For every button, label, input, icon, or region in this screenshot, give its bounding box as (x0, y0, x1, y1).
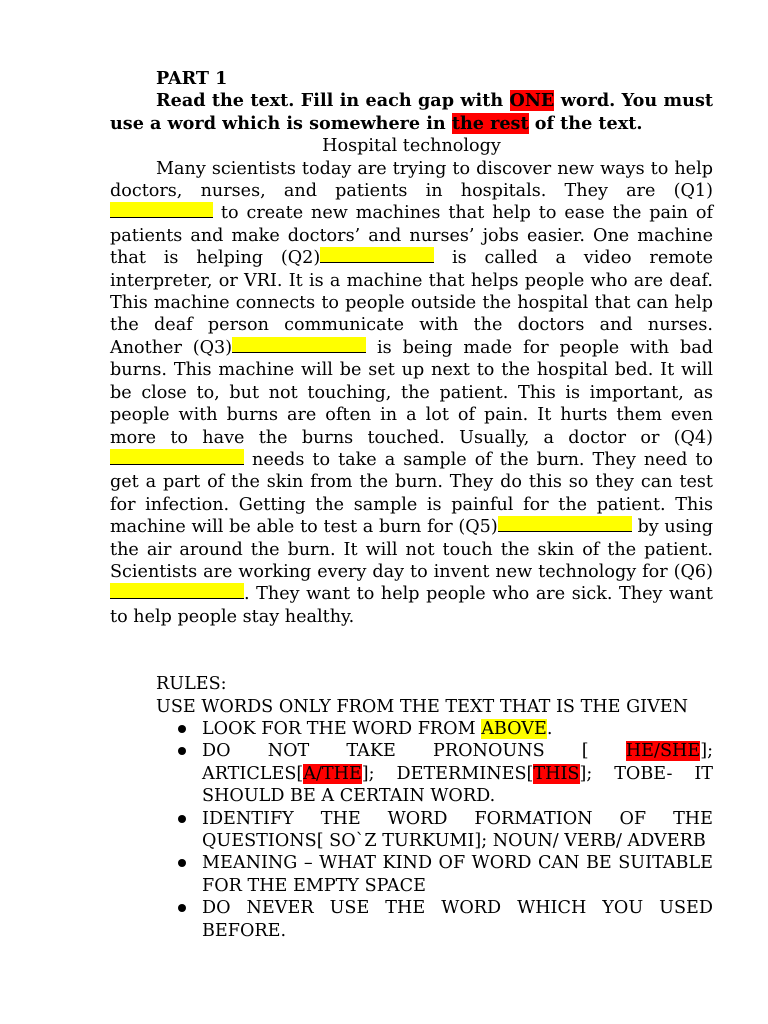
rule-text: ]; ARTICLES[ (202, 741, 713, 784)
answer-blank-q6[interactable] (110, 583, 244, 599)
rule-item-meaning: MEANING – WHAT KIND OF WORD CAN BE SUITABLE FOR THE EMPTY SPACE (156, 852, 713, 897)
question-label-q1: (Q1) (673, 181, 713, 202)
answer-blank-q2[interactable] (320, 247, 434, 263)
answer-blank-q1[interactable] (110, 202, 213, 218)
answer-blank-q5[interactable] (498, 516, 632, 532)
question-label-q6: (Q6) (673, 561, 713, 582)
instruction-text-3: of the text. (528, 112, 643, 134)
rules-intro: USE WORDS ONLY FROM THE TEXT THAT IS THE GIVEN (156, 696, 689, 717)
rules-heading: RULES: (156, 674, 227, 695)
worksheet-page (110, 68, 713, 942)
question-label-q2: (Q2) (280, 248, 321, 269)
rule-text: ]; TOBE- IT SHOULD BE A CERTAIN WORD. (202, 763, 713, 807)
question-label-q5: (Q5) (458, 517, 498, 538)
rule-item-no-repeat: DO NEVER USE THE WORD WHICH YOU USED BEFORE. (156, 897, 713, 942)
part-title: PART 1 (156, 68, 228, 89)
rule-highlight-this: THIS (533, 763, 580, 784)
rule-text: ]; DETERMINES[ (361, 763, 534, 784)
instruction (110, 90, 713, 135)
rule-highlight-above: ABOVE (481, 718, 547, 739)
rule-text: LOOK FOR THE WORD FROM (202, 718, 482, 739)
instruction-text-1: Read the text. Fill in each gap with (156, 90, 510, 112)
passage-segment: is being made for people with bad burns. This machine will be set up next to the hospital bed. It will be close to, but not touching, the patient. This is important, as people with burns are often in a lot of pain. It hurts them even more to have the burns touched. Usually, a doctor or (110, 337, 714, 448)
rule-highlight-a-the: A/THE (303, 763, 362, 784)
passage-segment: needs to take a sample of the burn. They need to get a part of the skin from the burn. They do this so they can test for infection. Getting the sample is painful for the patient. This machine will be able to test a burn for (110, 449, 713, 538)
passage-segment: by using the air around the burn. It will not touch the skin of the patient. Scientists are working every day to invent new technology for (110, 517, 713, 582)
rule-item-word-formation: IDENTIFY THE WORD FORMATION OF THE QUESTIONS[ SO`Z TURKUMI]; NOUN/ VERB/ ADVERB (156, 808, 713, 853)
answer-blank-q3[interactable] (232, 337, 366, 353)
passage (110, 158, 713, 629)
passage-segment: . They want to help people who are sick. They want to help people stay healthy. (110, 584, 713, 627)
rule-highlight-he-she: HE/SHE (625, 741, 701, 762)
instruction-highlight-one: ONE (509, 90, 555, 112)
text-title: Hospital technology (322, 136, 501, 157)
rules-list (156, 718, 713, 942)
rules-section (110, 673, 713, 942)
question-label-q3: (Q3) (192, 337, 233, 358)
answer-blank-q4[interactable] (110, 449, 244, 465)
rule-text: DO NOT TAKE PRONOUNS [ (202, 741, 626, 762)
rule-text: . (546, 718, 553, 739)
question-label-q4: (Q4) (673, 427, 713, 448)
passage-segment: Many scientists today are trying to discover new ways to help doctors, nurses, and patients in hospitals. They are (110, 158, 713, 202)
passage-segment: is called a video remote interpreter, or VRI. It is a machine that helps people who are deaf. This machine connects to people outside the hospital that can help the deaf person communicate with the doctors and nurses. Another (110, 248, 714, 358)
instruction-text-2: word. You must use a word which is somewhere in (110, 90, 714, 134)
passage-segment: to create new machines that help to ease the pain of patients and make doctors’ and nurses’ jobs easier. One machine that is helping (110, 203, 713, 269)
rule-item-no-pronouns (156, 740, 713, 807)
instruction-highlight-the-rest: the rest (451, 112, 529, 134)
rule-item-look-above (156, 718, 713, 740)
